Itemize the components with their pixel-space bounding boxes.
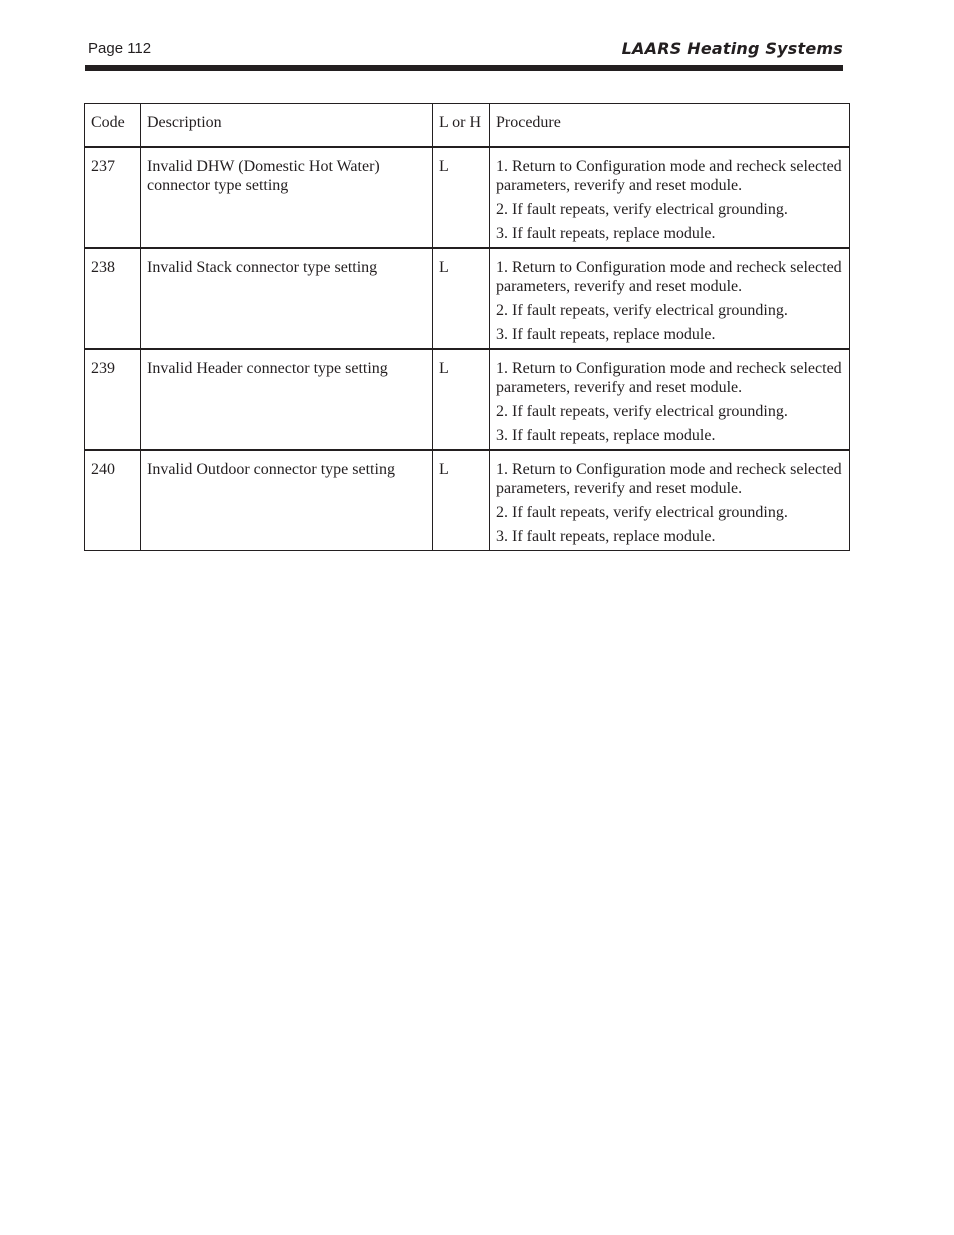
column-header-procedure: Procedure [490,104,850,148]
procedure-cell [490,450,850,551]
level-cell: L [433,450,490,551]
procedure-cell [490,147,850,248]
column-header-code: Code [85,104,141,148]
table-row [85,349,850,450]
code-cell: 237 [85,147,141,248]
header-rule [85,65,843,71]
procedure-cell [490,349,850,450]
code-cell: 239 [85,349,141,450]
description-cell: Invalid DHW (Domestic Hot Water) connector type setting [141,147,433,248]
description-cell: Invalid Outdoor connector type setting [141,450,433,551]
level-cell: L [433,147,490,248]
procedure-step: 2. If fault repeats, verify electrical grounding. [496,302,788,319]
level-cell: L [433,349,490,450]
column-header-level: L or H [433,104,490,148]
procedure-step: 1. Return to Configuration mode and recheck selected parameters, reverify and reset module. [496,259,842,295]
fault-code-table [84,103,850,551]
description-cell: Invalid Stack connector type setting [141,248,433,349]
code-cell: 238 [85,248,141,349]
level-cell: L [433,248,490,349]
procedure-step: 2. If fault repeats, verify electrical grounding. [496,201,788,218]
page-number: Page 112 [88,40,152,57]
procedure-step: 1. Return to Configuration mode and recheck selected parameters, reverify and reset module. [496,360,842,396]
procedure-step: 3. If fault repeats, replace module. [496,326,716,343]
procedure-step: 3. If fault repeats, replace module. [496,225,716,242]
procedure-step: 1. Return to Configuration mode and recheck selected parameters, reverify and reset module. [496,158,842,194]
description-cell: Invalid Header connector type setting [141,349,433,450]
procedure-step: 1. Return to Configuration mode and recheck selected parameters, reverify and reset module. [496,461,842,497]
table-row [85,147,850,248]
table-row [85,450,850,551]
table-row [85,248,850,349]
procedure-step: 3. If fault repeats, replace module. [496,528,716,545]
procedure-cell [490,248,850,349]
procedure-step: 3. If fault repeats, replace module. [496,427,716,444]
procedure-step: 2. If fault repeats, verify electrical grounding. [496,504,788,521]
brand-title: LAARS Heating Systems [621,39,843,58]
column-header-description: Description [141,104,433,148]
procedure-step: 2. If fault repeats, verify electrical grounding. [496,403,788,420]
table-header-row [85,104,850,148]
code-cell: 240 [85,450,141,551]
